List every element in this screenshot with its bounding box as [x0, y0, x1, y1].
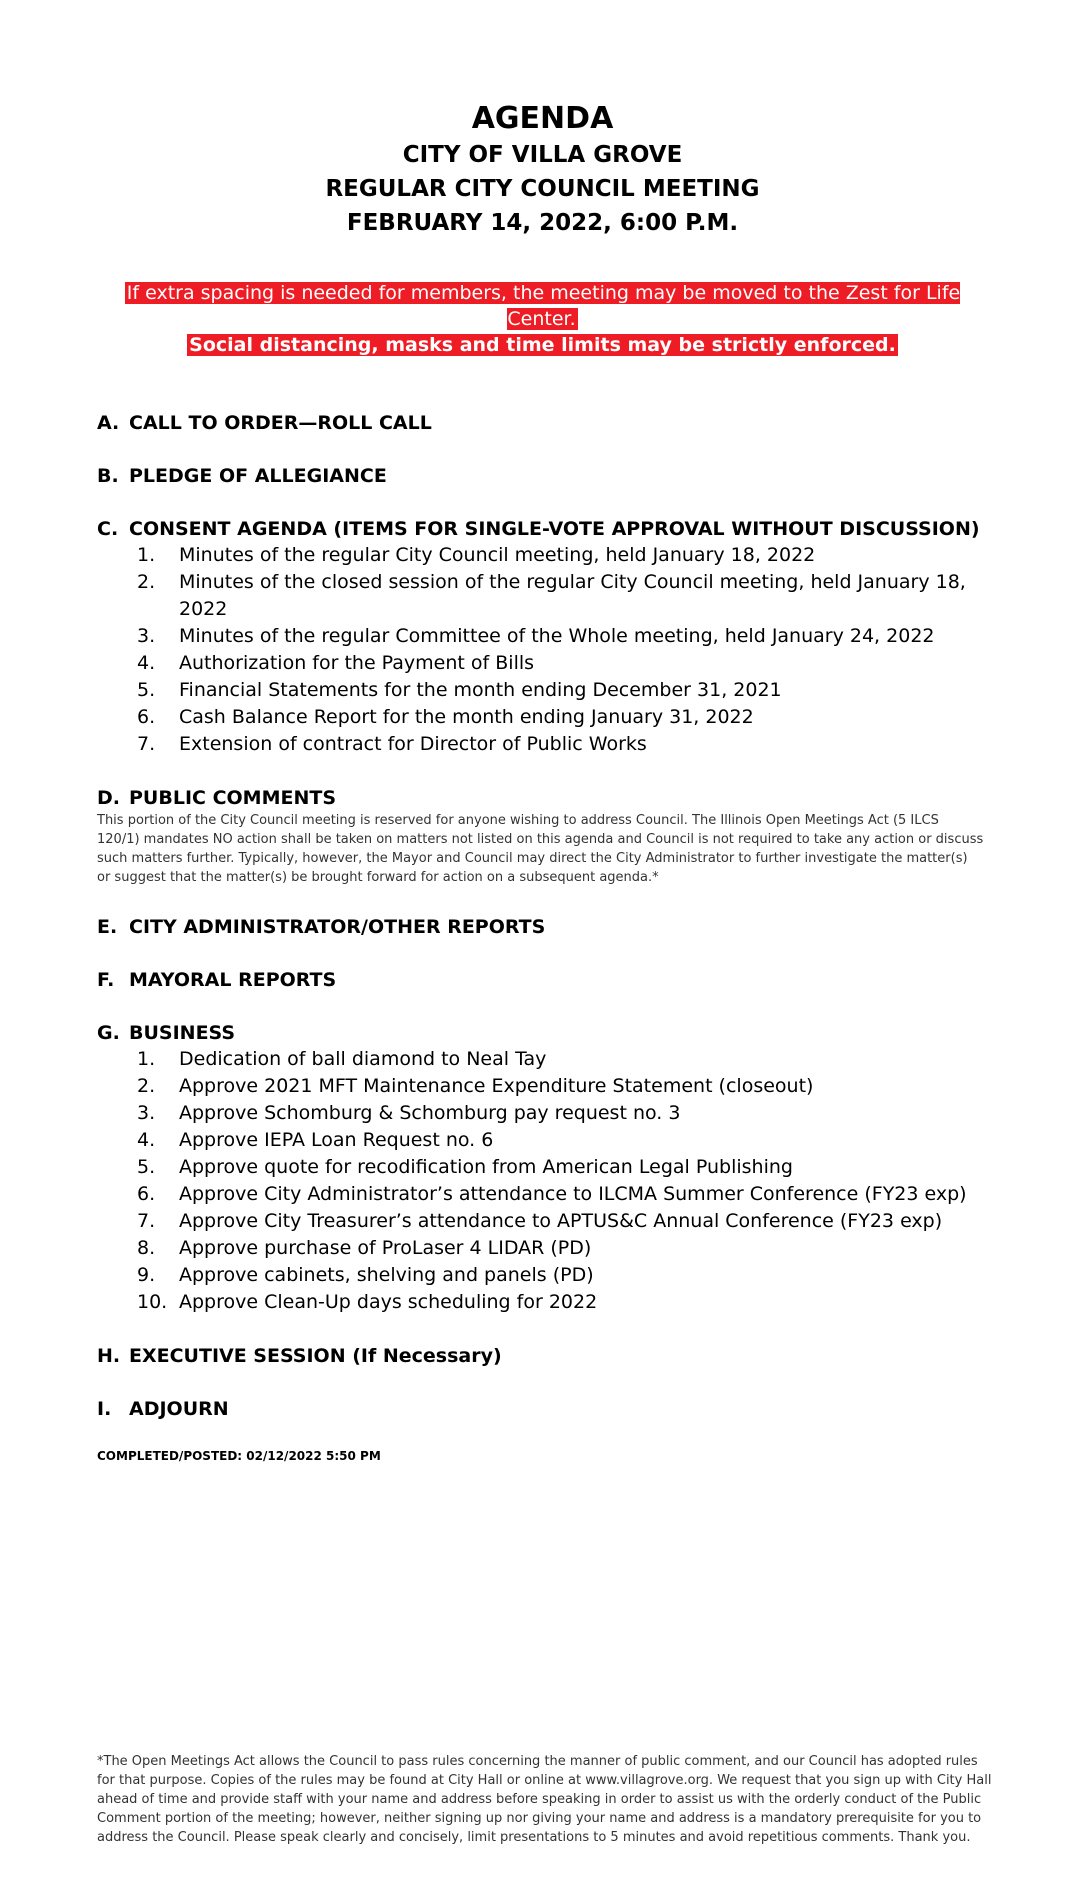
meeting-name: REGULAR CITY COUNCIL MEETING: [325, 176, 760, 202]
list-item: [137, 731, 988, 758]
item-text: Financial Statements for the month ending December 31, 2021: [179, 679, 782, 701]
section-call-to-order: [97, 410, 988, 436]
item-text: Minutes of the regular Committee of the Whole meeting, held January 24, 2022: [179, 625, 935, 647]
section-pledge: [97, 463, 988, 489]
item-number: 10.: [137, 1291, 168, 1313]
section-letter: F.: [97, 969, 115, 991]
item-number: 3.: [137, 1102, 156, 1124]
list-item: [137, 1100, 988, 1127]
public-comments-description: This portion of the City Council meeting is reserved for anyone wishing to address Council. The Illinois Open Meetings Act (5 ILCS 120/1) mandates NO action shall be taken on matters not listed on this agenda and Council is not required to take any action or discuss such matters further. Typically, however, the Mayor and Council may direct the City Administrator to further investigate the matter(s) or suggest that the matter(s) be brought forward for action on a subsequent agenda.*: [97, 813, 984, 885]
item-number: 4.: [137, 652, 156, 674]
section-letter: I.: [97, 1398, 112, 1420]
open-meetings-footnote: *The Open Meetings Act allows the Council to pass rules concerning the manner of public comment, and our Council has adopted rules for that purpose. Copies of the rules may be found at City Hall or online at www.villagrove.org. We request that you sign up with City Hall ahead of time and provide staff with your name and address before speaking in order to assist us with the orderly conduct of the Public Comment portion of the meeting; however, neither signing up nor giving your name and address is a mandatory prerequisite for you to address the Council. Please speak clearly and concisely, limit presentations to 5 minutes and avoid repetitious comments. Thank you.: [97, 1754, 992, 1845]
business-items-list: [97, 1046, 988, 1316]
list-item: [137, 1208, 988, 1235]
item-text: Approve cabinets, shelving and panels (PD): [179, 1264, 594, 1286]
item-number: 5.: [137, 679, 156, 701]
item-text: Approve City Administrator’s attendance to ILCMA Summer Conference (FY23 exp): [179, 1183, 967, 1205]
item-text: Approve Clean-Up days scheduling for 2022: [179, 1291, 598, 1313]
item-number: 3.: [137, 625, 156, 647]
section-administrator-reports: [97, 914, 988, 940]
posted-timestamp: COMPLETED/POSTED: 02/12/2022 5:50 PM: [97, 1449, 381, 1463]
section-title: CALL TO ORDER—ROLL CALL: [129, 412, 432, 434]
item-text: Approve 2021 MFT Maintenance Expenditure Statement (closeout): [179, 1075, 814, 1097]
list-item: [137, 1154, 988, 1181]
item-number: 1.: [137, 544, 156, 566]
notice-line-1: If extra spacing is needed for members, the meeting may be moved to the Zest for Life Center.: [126, 282, 961, 330]
item-text: Extension of contract for Director of Public Works: [179, 733, 647, 755]
item-text: Cash Balance Report for the month ending January 31, 2022: [179, 706, 754, 728]
notice-line-2: Social distancing, masks and time limits may be strictly enforced.: [189, 334, 896, 356]
meeting-date: FEBRUARY 14, 2022, 6:00 P.M.: [346, 210, 739, 236]
section-title: BUSINESS: [129, 1022, 236, 1044]
item-text: Minutes of the regular City Council meeting, held January 18, 2022: [179, 544, 816, 566]
meeting-notice: [97, 280, 988, 358]
item-number: 2.: [137, 1075, 156, 1097]
section-title: PLEDGE OF ALLEGIANCE: [129, 465, 387, 487]
section-title: CONSENT AGENDA (ITEMS FOR SINGLE-VOTE APPROVAL WITHOUT DISCUSSION): [129, 518, 980, 540]
section-title: ADJOURN: [129, 1398, 229, 1420]
item-number: 5.: [137, 1156, 156, 1178]
section-letter: C.: [97, 518, 119, 540]
section-public-comments: [97, 785, 988, 887]
item-text: Minutes of the closed session of the regular City Council meeting, held January 18, 2022: [179, 571, 966, 620]
section-business: [97, 1020, 988, 1316]
item-text: Approve IEPA Loan Request no. 6: [179, 1129, 494, 1151]
section-letter: E.: [97, 916, 118, 938]
section-title: MAYORAL REPORTS: [129, 969, 337, 991]
agenda-sections: [97, 410, 988, 1463]
city-name: CITY OF VILLA GROVE: [402, 142, 683, 168]
item-number: 6.: [137, 706, 156, 728]
item-number: 4.: [137, 1129, 156, 1151]
item-text: Approve Schomburg & Schomburg pay request no. 3: [179, 1102, 681, 1124]
item-text: Approve quote for recodification from American Legal Publishing: [179, 1156, 793, 1178]
item-number: 2.: [137, 571, 156, 593]
consent-items-list: [97, 542, 988, 758]
agenda-header: [97, 100, 988, 240]
item-number: 6.: [137, 1183, 156, 1205]
section-mayoral-reports: [97, 967, 988, 993]
section-title: PUBLIC COMMENTS: [129, 787, 337, 809]
list-item: [137, 1289, 988, 1316]
list-item: [137, 623, 988, 650]
section-letter: B.: [97, 465, 119, 487]
item-number: 8.: [137, 1237, 156, 1259]
section-letter: H.: [97, 1345, 121, 1367]
item-number: 9.: [137, 1264, 156, 1286]
agenda-page: [0, 100, 1088, 1892]
item-number: 7.: [137, 733, 156, 755]
section-letter: A.: [97, 412, 120, 434]
item-text: Authorization for the Payment of Bills: [179, 652, 535, 674]
list-item: [137, 677, 988, 704]
list-item: [137, 1181, 988, 1208]
section-title: EXECUTIVE SESSION (If Necessary): [129, 1345, 502, 1367]
list-item: [137, 1262, 988, 1289]
list-item: [137, 704, 988, 731]
list-item: [137, 1127, 988, 1154]
section-letter: D.: [97, 787, 120, 809]
list-item: [137, 1235, 988, 1262]
list-item: [137, 569, 988, 623]
item-number: 7.: [137, 1210, 156, 1232]
section-executive-session: [97, 1343, 988, 1369]
list-item: [137, 542, 988, 569]
item-text: Dedication of ball diamond to Neal Tay: [179, 1048, 547, 1070]
item-number: 1.: [137, 1048, 156, 1070]
item-text: Approve City Treasurer’s attendance to APTUS&C Annual Conference (FY23 exp): [179, 1210, 943, 1232]
section-consent-agenda: [97, 516, 988, 758]
section-letter: G.: [97, 1022, 120, 1044]
agenda-title: AGENDA: [471, 101, 614, 136]
section-adjourn: [97, 1396, 988, 1422]
list-item: [137, 1073, 988, 1100]
section-title: CITY ADMINISTRATOR/OTHER REPORTS: [129, 916, 546, 938]
item-text: Approve purchase of ProLaser 4 LIDAR (PD): [179, 1237, 592, 1259]
list-item: [137, 650, 988, 677]
list-item: [137, 1046, 988, 1073]
